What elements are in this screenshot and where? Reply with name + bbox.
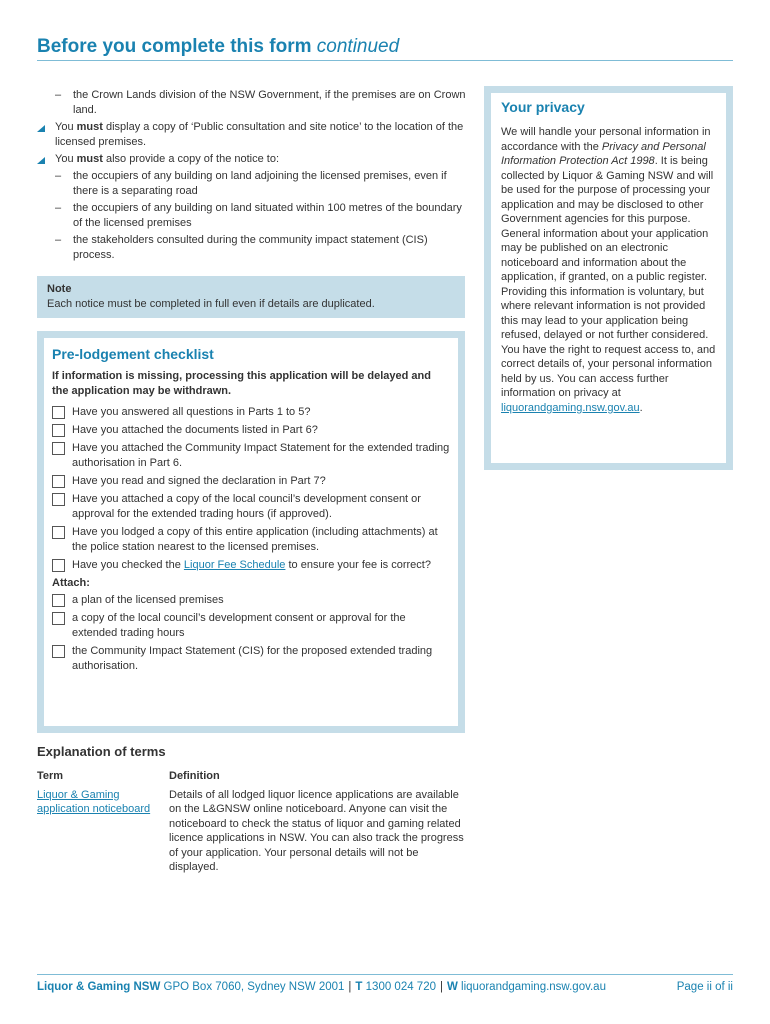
checkbox[interactable] xyxy=(52,424,65,437)
attach-item: the Community Impact Statement (CIS) for the proposed extended trading authorisation. xyxy=(52,644,450,674)
bullet-adjoining-occupiers: – the occupiers of any building on land adjoining the licensed premises, even if there is a separating road xyxy=(37,169,467,199)
explanation-title: Explanation of terms xyxy=(37,744,166,759)
attach-label: Attach: xyxy=(52,577,90,589)
checklist-item: Have you attached the documents listed in Part 6? xyxy=(52,423,450,438)
checkbox[interactable] xyxy=(52,406,65,419)
checkbox[interactable] xyxy=(52,559,65,572)
noticeboard-link[interactable]: Liquor & Gaming application noticeboard xyxy=(37,788,151,815)
checklist-warning: If information is missing, processing this application will be delayed and the application may be withdrawn. xyxy=(52,370,431,397)
bullet-crown-lands: – the Crown Lands division of the NSW Government, if the premises are on Crown land. xyxy=(37,88,467,118)
footer-contact: Liquor & Gaming NSW GPO Box 7060, Sydney NSW 2001 | T 1300 024 720 | W liquorandgaming.nsw.gov.au xyxy=(37,981,606,993)
term-header: Term xyxy=(37,770,64,782)
attach-item: a plan of the licensed premises xyxy=(52,593,450,608)
attach-item: a copy of the local council’s development consent or approval for the extended trading hours xyxy=(52,611,450,641)
privacy-website-link[interactable]: liquorandgaming.nsw.gov.au xyxy=(501,401,640,414)
bullet-100m-occupiers: – the occupiers of any building on land situated within 100 metres of the boundary of the licensed premises xyxy=(37,201,467,231)
note-title: Note xyxy=(47,283,72,295)
checklist-item: Have you read and signed the declaration in Part 7? xyxy=(52,474,450,489)
explanation-of-terms xyxy=(37,744,467,875)
checkbox[interactable] xyxy=(52,645,65,658)
title-divider xyxy=(37,60,733,61)
bullet-provide-notice: You must also provide a copy of the notice to: xyxy=(37,152,467,167)
checkbox[interactable] xyxy=(52,475,65,488)
checkbox[interactable] xyxy=(52,493,65,506)
pre-lodgement-checklist xyxy=(37,331,465,733)
footer-divider xyxy=(37,974,733,975)
bullet-display-notice: You must display a copy of ‘Public consultation and site notice’ to the location of the licensed premises. xyxy=(37,120,467,150)
checklist-item: Have you lodged a copy of this entire application (including attachments) at the police station nearest to the licensed premises. xyxy=(52,525,450,555)
checkbox[interactable] xyxy=(52,442,65,455)
page-number: Page ii of ii xyxy=(676,981,733,993)
note-text: Each notice must be completed in full even if details are duplicated. xyxy=(47,298,375,310)
checkbox[interactable] xyxy=(52,612,65,625)
definition-text: Details of all lodged liquor licence applications are available on the L&GNSW online noticeboard. Anyone can visit the noticeboard to check the status of liquor and gaming related licence applications in NSW. You can also track the progress of your application. Your personal details will not be displayed. xyxy=(169,788,464,873)
note-box xyxy=(37,276,465,318)
fee-schedule-link[interactable]: Liquor Fee Schedule xyxy=(183,559,286,571)
bullet-cis-stakeholders: – the stakeholders consulted during the community impact statement (CIS) process. xyxy=(37,233,467,263)
privacy-title: Your privacy xyxy=(501,99,585,115)
page-title xyxy=(37,36,399,58)
title-suffix: continued xyxy=(316,36,400,57)
privacy-text: We will handle your personal information in accordance with the Privacy and Personal Information Protection Act 1998. It is being collected by Liquor & Gaming NSW and will be used for the purpose of processing your application and may be disclosed to other Government agencies for this purpose. General information about your application may be published on an electronic noticeboard and information about the application, if granted, on a public register. Providing this information is voluntary, but where relevant information is not provided this may lead to your application being refused, delayed or not further considered. You have the right to request access to, and correct details of, your personal information held by us. You can access further information on privacy at liquorandgaming.nsw.gov.au. xyxy=(501,126,716,414)
checkbox[interactable] xyxy=(52,526,65,539)
title-text: Before you complete this form xyxy=(37,36,312,57)
checklist-item-fee: Have you checked the Liquor Fee Schedule to ensure your fee is correct? xyxy=(52,558,450,573)
checkbox[interactable] xyxy=(52,594,65,607)
privacy-panel xyxy=(484,86,733,470)
notice-instructions xyxy=(37,88,467,265)
page-footer xyxy=(37,981,733,993)
checklist-item: Have you attached a copy of the local council’s development consent or approval for the extended trading hours (if approved). xyxy=(52,492,450,522)
checklist-title: Pre-lodgement checklist xyxy=(52,346,214,362)
checklist-item: Have you answered all questions in Parts 1 to 5? xyxy=(52,405,450,420)
checklist-item: Have you attached the Community Impact Statement for the extended trading authorisation in Part 6. xyxy=(52,441,450,471)
definition-header: Definition xyxy=(169,770,220,782)
